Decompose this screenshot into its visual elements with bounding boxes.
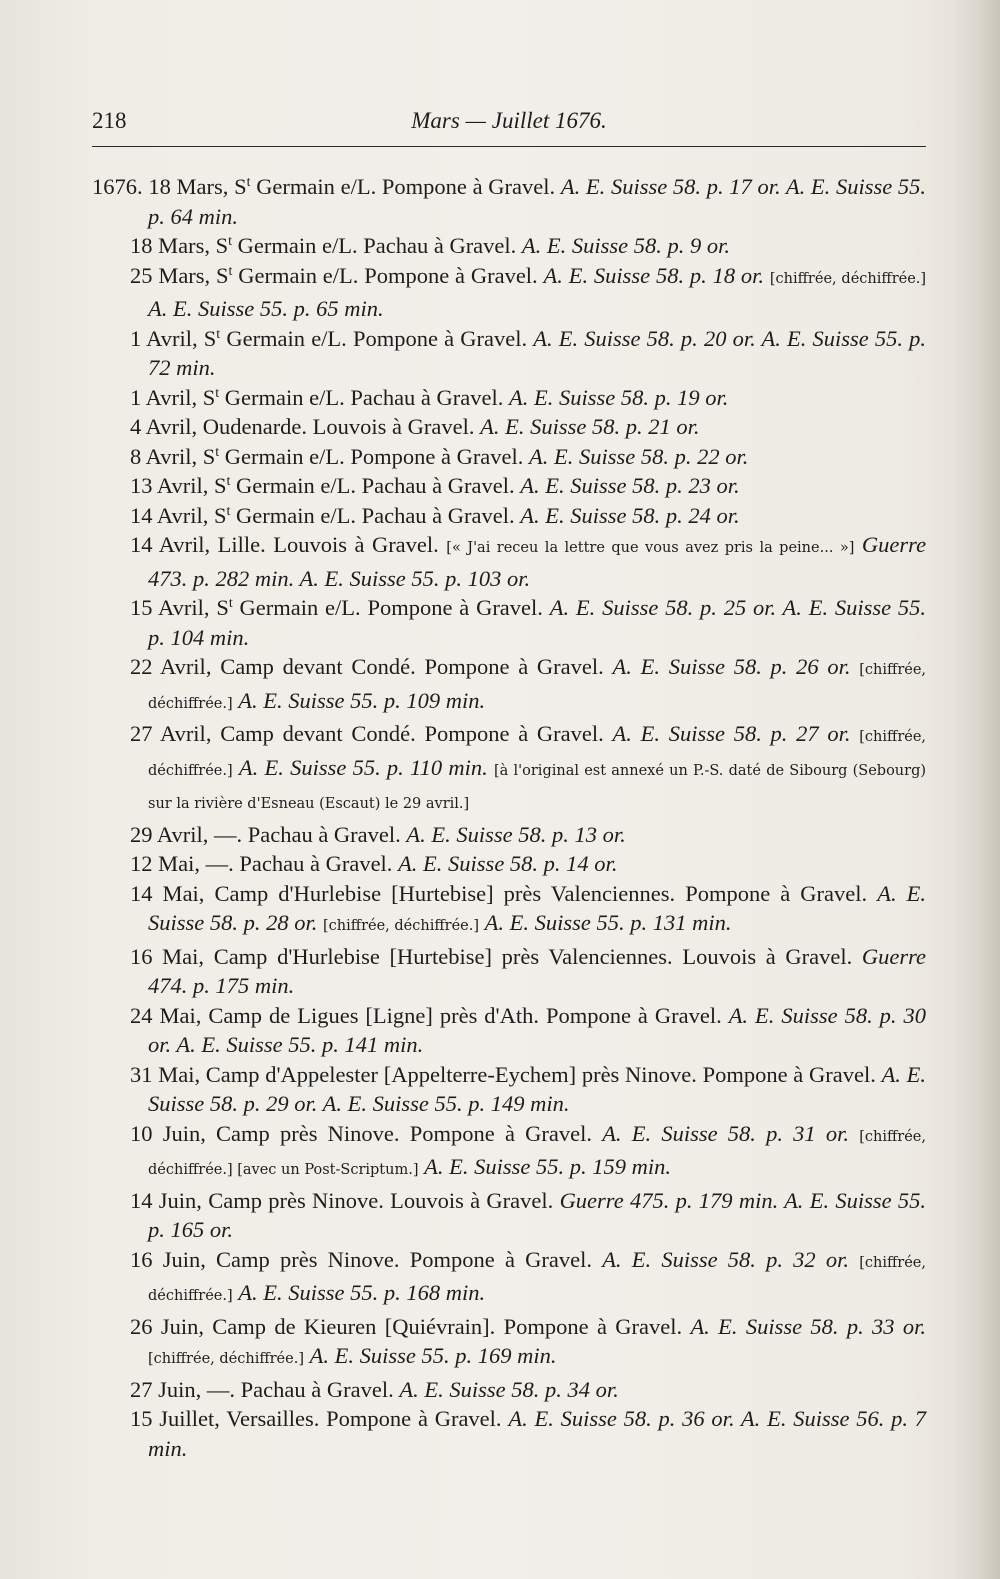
entry-reference: A. E. Suisse 58. p. 26 or. xyxy=(612,654,851,679)
entry-correspondents: Pachau à Gravel. xyxy=(363,233,517,258)
entry-correspondents: Pompone à Gravel. xyxy=(702,1061,876,1087)
letter-entry xyxy=(92,879,926,942)
entry-reference: A. E. Suisse 55. p. 168 min. xyxy=(238,1280,486,1305)
entry-date: 1 Avril, xyxy=(130,325,198,351)
entry-note: [« J'ai receu la lettre que vous avez pris la peine... »] xyxy=(446,540,855,556)
entry-reference: A. E. Suisse 58. p. 28 or. xyxy=(148,880,926,935)
entry-reference: A. E. Suisse 58. p. 24 or. xyxy=(520,502,740,528)
entry-date: 25 Mars, xyxy=(130,262,211,288)
entry-place: $S^t$ Germain e/L. xyxy=(216,262,359,288)
entry-date: 14 Mai, xyxy=(130,880,205,906)
entry-place: $S^t$ Germain e/L. xyxy=(202,443,345,469)
entry-note: [chiffrée, déchiffrée.] xyxy=(323,918,480,934)
entry-place: Oudenarde. xyxy=(202,414,308,439)
letter-entry xyxy=(92,530,926,593)
letter-entry xyxy=(92,1245,926,1312)
entry-place: Camp devant Condé. xyxy=(220,721,416,746)
entry-reference: A. E. Suisse 58. p. 23 or. xyxy=(520,473,740,498)
entry-reference: A. E. Suisse 55. p. 65 min. xyxy=(148,296,384,321)
entry-note: [chiffrée, déchiffrée.] xyxy=(148,729,927,779)
entry-note: [chiffrée, déchiffrée.] [avec un Post-Scriptum.] xyxy=(148,1128,926,1178)
entry-place: —. xyxy=(205,851,234,876)
entry-reference: A. E. Suisse 58. p. 13 or. xyxy=(406,821,626,847)
entry-note: [chiffrée, déchiffrée.] xyxy=(148,1254,926,1304)
entry-place: $S^t$ Germain e/L. xyxy=(234,174,377,199)
entry-place: $S^t$ Germain e/L. xyxy=(213,473,356,498)
entry-place: Camp près Ninove. xyxy=(216,1246,400,1272)
entry-date: 1676. 18 Mars, xyxy=(92,174,229,199)
entry-reference: Guerre 473. p. 282 min. A. E. Suisse 55. p. 103 or. xyxy=(148,532,927,591)
entry-reference: A. E. Suisse 55. p. 110 min. xyxy=(238,754,488,780)
entry-reference: A. E. Suisse 58. p. 19 or. xyxy=(509,384,729,410)
entry-place: $S^t$ Germain e/L. xyxy=(203,325,347,351)
entry-note: [chiffrée, déchiffrée.] xyxy=(148,662,927,712)
entry-reference: A. E. Suisse 58. p. 30 or. A. E. Suisse 55. p. 141 min. xyxy=(148,1002,926,1057)
entry-date: 1 Avril, xyxy=(130,384,198,410)
entry-reference: A. E. Suisse 58. p. 18 or. xyxy=(543,262,765,288)
entry-correspondents: Louvois à Gravel. xyxy=(312,414,475,439)
entry-reference: A. E. Suisse 58. p. 21 or. xyxy=(480,414,700,439)
entry-reference: A. E. Suisse 58. p. 36 or. A. E. Suisse 56. p. 7 min. xyxy=(148,1406,927,1461)
letter-entry xyxy=(92,1119,926,1186)
entry-correspondents: Pompone à Gravel. xyxy=(503,1313,683,1339)
entry-correspondents: Pompone à Gravel. xyxy=(352,325,528,351)
letter-entry xyxy=(92,849,926,879)
letter-entry xyxy=(92,1404,926,1463)
entry-reference: A. E. Suisse 58. p. 29 or. A. E. Suisse 55. p. 149 min. xyxy=(148,1061,927,1116)
entry-place: $S^t$ Germain e/L. xyxy=(213,502,356,528)
entry-date: 31 Mai, xyxy=(130,1061,201,1087)
letter-entry xyxy=(92,261,926,324)
entry-place: $S^t$ Germain e/L. xyxy=(216,595,361,620)
entry-date: 22 Avril, xyxy=(130,654,212,679)
letter-entry xyxy=(92,1375,926,1405)
letter-entry xyxy=(92,471,926,501)
entry-correspondents: Pachau à Gravel. xyxy=(240,1376,394,1402)
letter-entry xyxy=(92,1060,926,1119)
entry-correspondents: Pachau à Gravel. xyxy=(350,384,504,410)
header-rule xyxy=(92,146,926,147)
letter-entry xyxy=(92,942,926,1001)
letter-entry xyxy=(92,719,926,820)
running-title: Mars — Juillet 1676. xyxy=(411,108,607,133)
letter-entry xyxy=(92,652,926,719)
entry-correspondents: Pompone à Gravel. xyxy=(545,1002,722,1028)
page-number: 218 xyxy=(92,108,127,133)
entry-reference: A. E. Suisse 58. p. 31 or. xyxy=(602,1120,850,1146)
entry-correspondents: Louvois à Gravel. xyxy=(273,532,439,557)
entry-correspondents: Pachau à Gravel. xyxy=(247,821,401,847)
entry-reference: A. E. Suisse 58. p. 27 or. xyxy=(612,721,851,746)
entry-date: 12 Mai, xyxy=(130,851,200,876)
entry-place: Camp devant Condé. xyxy=(220,654,416,679)
entry-date: 4 Avril, xyxy=(130,414,198,439)
entry-correspondents: Pompone à Gravel. xyxy=(326,1406,502,1431)
entry-place: Camp d'Appelester [Appelterre-Eychem] près Ninove. xyxy=(205,1061,697,1087)
entry-reference: A. E. Suisse 58. p. 17 or. A. E. Suisse 55. p. 64 min. xyxy=(148,174,927,229)
letter-entry xyxy=(92,593,926,652)
entry-date: 16 Mai, xyxy=(130,943,205,969)
entry-reference: A. E. Suisse 58. p. 14 or. xyxy=(398,851,618,876)
entry-place: Camp près Ninove. xyxy=(208,1187,384,1213)
entry-reference: A. E. Suisse 58. p. 33 or. xyxy=(690,1313,927,1339)
entry-correspondents: Louvois à Gravel. xyxy=(682,943,853,969)
entry-reference: A. E. Suisse 58. p. 32 or. xyxy=(602,1246,850,1272)
entry-date: 13 Avril, xyxy=(130,473,209,498)
entry-correspondents: Pachau à Gravel. xyxy=(361,502,515,528)
entry-place: Versailles. xyxy=(226,1406,320,1431)
entry-reference: A. E. Suisse 58. p. 34 or. xyxy=(399,1376,619,1402)
entry-correspondents: Pompone à Gravel. xyxy=(367,595,543,620)
entry-correspondents: Louvois à Gravel. xyxy=(390,1187,554,1213)
page-edge-shadow xyxy=(952,0,1000,1579)
entry-correspondents: Pompone à Gravel. xyxy=(409,1246,592,1272)
letter-entry xyxy=(92,172,926,231)
entry-date: 27 Avril, xyxy=(130,721,212,746)
entry-reference: Guerre 474. p. 175 min. xyxy=(148,943,927,998)
entry-date: 26 Juin, xyxy=(130,1313,204,1339)
entry-reference: A. E. Suisse 55. p. 159 min. xyxy=(424,1154,671,1179)
entry-reference: A. E. Suisse 58. p. 9 or. xyxy=(521,233,731,258)
entry-place: Camp d'Hurlebise [Hurtebise] près Valenciennes. xyxy=(213,943,673,969)
page-header xyxy=(92,108,926,142)
entry-date: 29 Avril, xyxy=(130,821,209,847)
entry-place: $S^t$ Germain e/L. xyxy=(215,233,358,258)
entry-correspondents: Pompone à Gravel. xyxy=(424,721,604,746)
entry-date: 8 Avril, xyxy=(130,443,198,469)
entry-note: [chiffrée, déchiffrée.] xyxy=(148,1351,304,1367)
entry-reference: A. E. Suisse 55. p. 109 min. xyxy=(238,687,486,713)
entry-date: 15 Avril, xyxy=(130,595,210,620)
letter-entry xyxy=(92,383,926,413)
letter-entry xyxy=(92,820,926,850)
letter-entry xyxy=(92,501,926,531)
entry-note: [à l'original est annexé un P.-S. daté de Sibourg (Sebourg) sur la rivière d'Esneau (Escaut) le 29 avril.] xyxy=(148,762,927,812)
entry-date: 10 Juin, xyxy=(130,1120,206,1146)
entry-place: Camp de Ligues [Ligne] près d'Ath. xyxy=(208,1002,539,1028)
entry-place: Camp d'Hurlebise [Hurtebise] près Valenciennes. xyxy=(214,880,676,906)
entry-reference: A. E. Suisse 55. p. 131 min. xyxy=(484,910,732,935)
letter-entry xyxy=(92,412,926,442)
letter-entry xyxy=(92,1312,926,1375)
entry-date: 14 Avril, xyxy=(130,532,211,557)
entry-date: 16 Juin, xyxy=(130,1246,206,1272)
entry-reference: A. E. Suisse 58. p. 20 or. A. E. Suisse 55. p. 72 min. xyxy=(148,325,927,380)
entry-date: 27 Juin, xyxy=(130,1376,202,1402)
entry-correspondents: Pompone à Gravel. xyxy=(685,880,868,906)
letter-entry xyxy=(92,324,926,383)
entry-correspondents: Pompone à Gravel. xyxy=(409,1120,592,1146)
entry-date: 14 Juin, xyxy=(130,1187,202,1213)
letter-list xyxy=(92,172,926,1463)
entry-place: $S^t$ Germain e/L. xyxy=(202,384,345,410)
entry-note: [chiffrée, déchiffrée.] xyxy=(769,270,927,287)
entry-correspondents: Pompone à Gravel. xyxy=(350,443,524,469)
entry-place: Camp près Ninove. xyxy=(216,1120,400,1146)
entry-reference: A. E. Suisse 58. p. 25 or. A. E. Suisse 55. p. 104 min. xyxy=(148,595,927,650)
letter-entry xyxy=(92,1001,926,1060)
entry-reference: A. E. Suisse 55. p. 169 min. xyxy=(309,1343,557,1368)
entry-date: 14 Avril, xyxy=(130,502,209,528)
letter-entry xyxy=(92,231,926,261)
letter-entry xyxy=(92,1186,926,1245)
entry-reference: Guerre 475. p. 179 min. A. E. Suisse 55. p. 165 or. xyxy=(148,1187,927,1242)
entry-reference: A. E. Suisse 58. p. 22 or. xyxy=(529,443,749,469)
entry-date: 15 Juillet, xyxy=(130,1406,220,1431)
entry-place: —. xyxy=(206,1376,236,1402)
entry-correspondents: Pachau à Gravel. xyxy=(239,851,393,876)
entry-place: Lille. xyxy=(217,532,266,557)
entry-correspondents: Pompone à Gravel. xyxy=(364,262,538,288)
letter-entry xyxy=(92,442,926,472)
entry-place: —. xyxy=(213,821,243,847)
entry-place: Camp de Kieuren [Quiévrain]. xyxy=(212,1313,496,1339)
entry-date: 24 Mai, xyxy=(130,1002,202,1028)
entry-correspondents: Pachau à Gravel. xyxy=(361,473,515,498)
entry-correspondents: Pompone à Gravel. xyxy=(424,654,604,679)
entry-date: 18 Mars, xyxy=(130,233,210,258)
entry-correspondents: Pompone à Gravel. xyxy=(381,174,556,199)
